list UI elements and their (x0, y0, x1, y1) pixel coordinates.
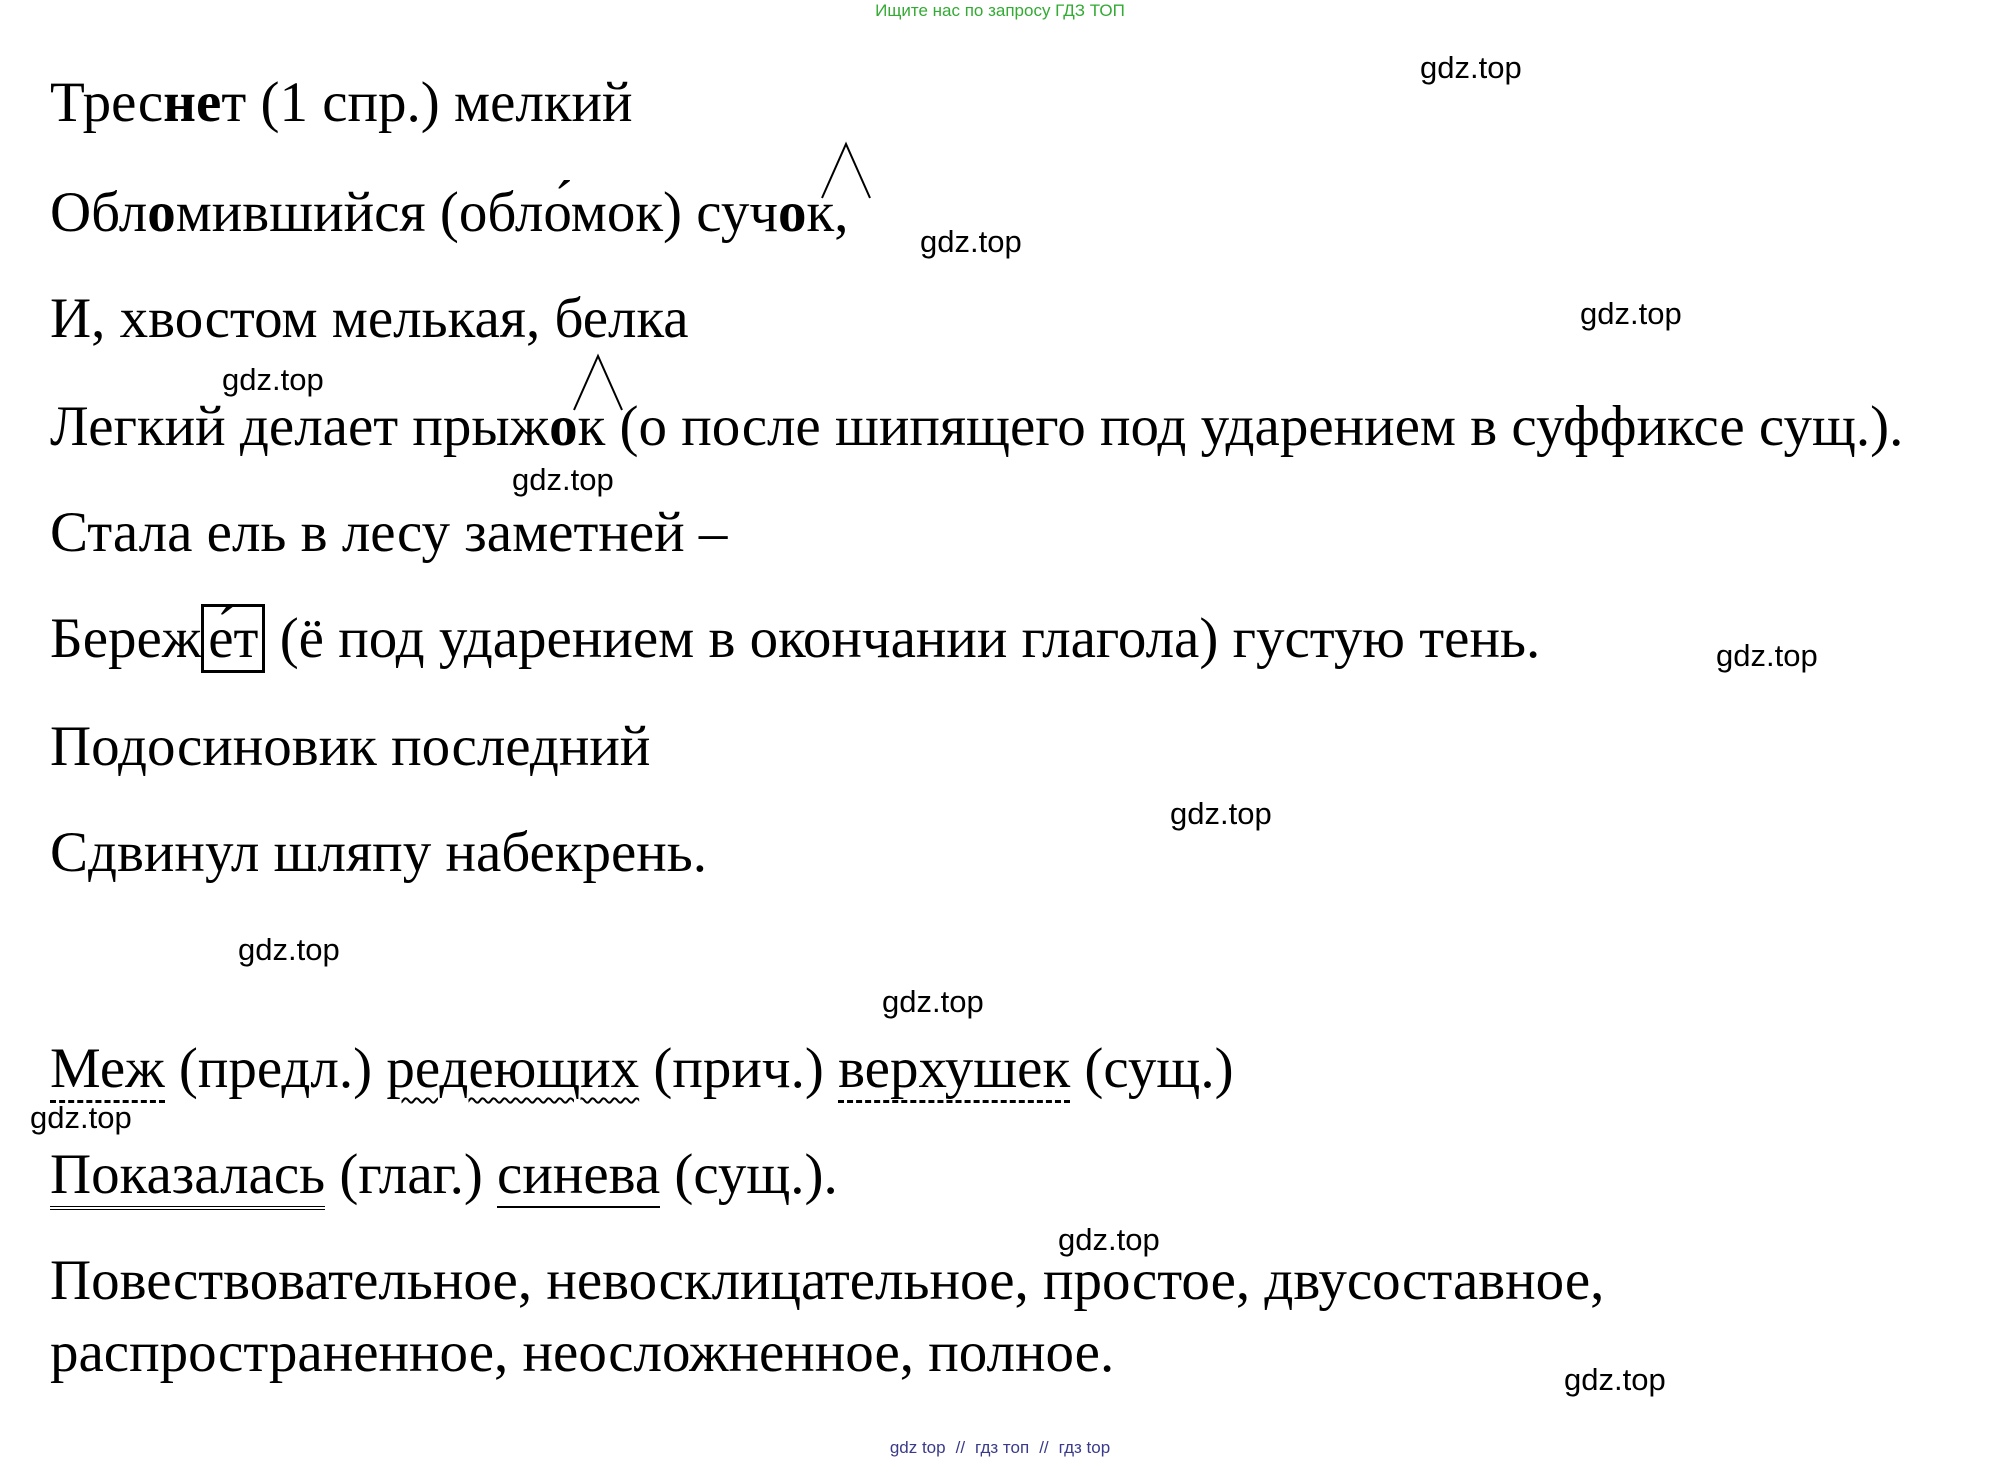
characteristics-line-1: Повествовательное, невосклицательное, простое, двусоставное, (50, 1249, 1605, 1312)
footer-link: гдз top (1058, 1438, 1111, 1457)
analysis-line-1 (50, 1036, 1234, 1102)
text-fragment: (сущ.). (660, 1143, 838, 1206)
highlighted-letter: о (778, 181, 807, 244)
text-fragment: (предл.) (164, 1037, 387, 1100)
watermark: gdz.top (1580, 296, 1682, 331)
poem-line-6 (50, 606, 1540, 672)
watermark: gdz.top (920, 224, 1022, 259)
watermark: gdz.top (222, 362, 324, 397)
text-fragment: Трес (50, 71, 164, 134)
participle-word: редеющих (386, 1037, 640, 1100)
text-fragment: Береж (50, 607, 202, 670)
text-fragment: т (1 спр.) мелкий (221, 71, 633, 134)
highlighted-letter: е (196, 71, 222, 134)
footer-separator: // (955, 1438, 966, 1457)
watermark: gdz.top (1564, 1362, 1666, 1397)
watermark: gdz.top (882, 984, 984, 1019)
noun-word: верхушек (838, 1037, 1070, 1103)
watermark: gdz.top (512, 462, 614, 497)
watermark: gdz.top (1716, 638, 1818, 673)
text-fragment: (сущ.) (1070, 1037, 1234, 1100)
highlighted-letter: о (147, 181, 176, 244)
text-fragment: (прич.) (639, 1037, 839, 1100)
footer-separator: // (1039, 1438, 1049, 1457)
subject-word: синева (497, 1143, 661, 1206)
analysis-line-2 (50, 1142, 838, 1208)
poem-line-1 (50, 70, 633, 136)
poem-line-5: Стала ель в лесу заметней – (50, 501, 728, 564)
footer-link: гдз топ (975, 1438, 1030, 1457)
watermark: gdz.top (30, 1100, 132, 1135)
suffix-arc-mark (818, 140, 874, 200)
suffix-arc-mark (570, 352, 626, 412)
highlighted-letter: о (549, 395, 578, 458)
poem-line-2 (50, 180, 848, 246)
poem-line-7: Подосиновик последний (50, 715, 651, 778)
watermark: gdz.top (1420, 50, 1522, 85)
text-fragment: Легкий делает прыж (50, 395, 550, 458)
highlighted-letter: н (163, 71, 197, 134)
text-fragment: мившийся (обло́мок) суч (175, 181, 778, 244)
text-fragment: к (о после шипящего под ударением в суффиксе сущ.). (577, 395, 1904, 458)
boxed-ending: е́т (201, 604, 265, 673)
poem-line-4 (50, 394, 1903, 460)
watermark: gdz.top (1058, 1222, 1160, 1257)
top-banner: Ищите нас по запросу ГДЗ ТОП (875, 1, 1125, 20)
preposition-word: Меж (50, 1037, 165, 1103)
text-fragment: (глаг.) (325, 1143, 498, 1206)
footer (0, 1438, 2000, 1458)
poem-line-8: Сдвинул шляпу набекрень. (50, 821, 708, 884)
characteristics-line-2: распространенное, неосложненное, полное. (50, 1321, 1115, 1384)
predicate-word: Показалась (50, 1143, 325, 1210)
watermark: gdz.top (1170, 796, 1272, 831)
text-fragment: к, (806, 181, 849, 244)
poem-line-3: И, хвостом мелькая, белка (50, 287, 689, 350)
text-fragment: (ё под ударением в окончании глагола) густую тень. (265, 607, 1541, 670)
footer-link: gdz top (889, 1438, 946, 1457)
watermark: gdz.top (238, 932, 340, 967)
text-fragment: Обл (50, 181, 148, 244)
